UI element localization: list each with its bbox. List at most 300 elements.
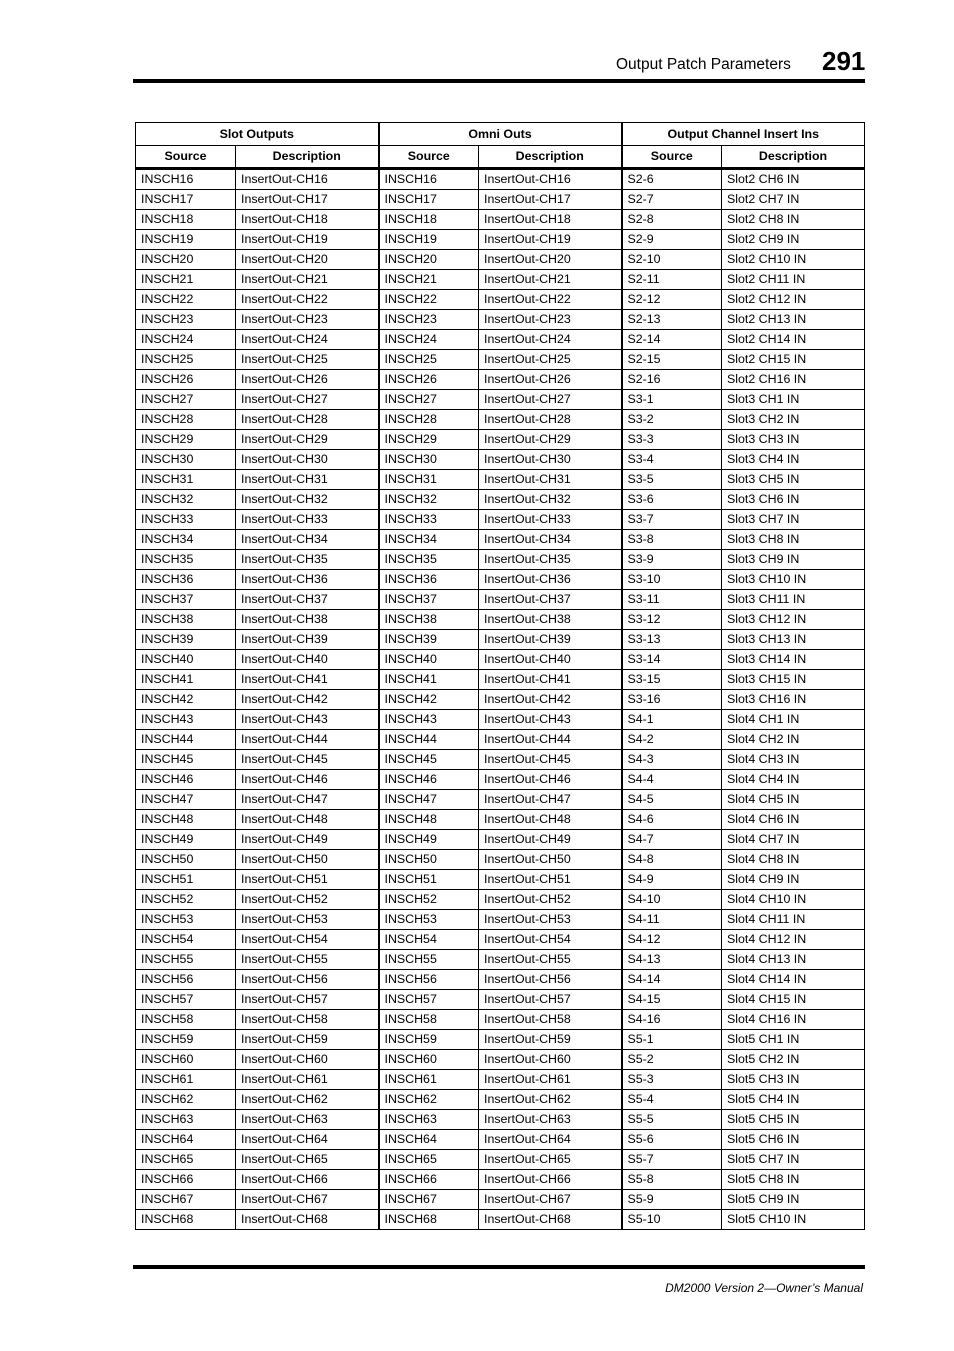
table-cell: InsertOut-CH68 xyxy=(236,1210,379,1230)
table-cell: InsertOut-CH18 xyxy=(479,210,622,230)
table-cell: InsertOut-CH29 xyxy=(479,430,622,450)
table-cell: InsertOut-CH59 xyxy=(236,1030,379,1050)
page-number: 291 xyxy=(822,46,866,76)
table-cell: Slot3 CH1 IN xyxy=(722,390,865,410)
table-cell: Slot4 CH16 IN xyxy=(722,1010,865,1030)
table-row xyxy=(136,1130,865,1150)
table-cell: INSCH46 xyxy=(136,770,236,790)
table-cell: InsertOut-CH48 xyxy=(479,810,622,830)
table-cell: S5-7 xyxy=(622,1150,722,1170)
table-cell: INSCH35 xyxy=(379,550,479,570)
table-cell: Slot4 CH9 IN xyxy=(722,870,865,890)
table-cell: INSCH43 xyxy=(136,710,236,730)
table-cell: Slot2 CH12 IN xyxy=(722,290,865,310)
table-cell: S2-14 xyxy=(622,330,722,350)
table-row xyxy=(136,370,865,390)
table-cell: INSCH55 xyxy=(379,950,479,970)
table-row xyxy=(136,290,865,310)
table-cell: INSCH31 xyxy=(379,470,479,490)
table-cell: Slot3 CH12 IN xyxy=(722,610,865,630)
table-row xyxy=(136,530,865,550)
table-cell: S3-7 xyxy=(622,510,722,530)
table-cell: INSCH38 xyxy=(379,610,479,630)
table-cell: S5-10 xyxy=(622,1210,722,1230)
table-cell: S5-3 xyxy=(622,1070,722,1090)
table-cell: InsertOut-CH41 xyxy=(236,670,379,690)
table-cell: InsertOut-CH27 xyxy=(479,390,622,410)
table-row xyxy=(136,430,865,450)
table-cell: S3-10 xyxy=(622,570,722,590)
table-cell: Slot4 CH3 IN xyxy=(722,750,865,770)
column-header: Source xyxy=(136,146,236,169)
table-cell: S4-15 xyxy=(622,990,722,1010)
group-header: Output Channel Insert Ins xyxy=(622,123,865,146)
column-header: Description xyxy=(236,146,379,169)
table-row xyxy=(136,550,865,570)
table-cell: InsertOut-CH17 xyxy=(479,190,622,210)
table-cell: INSCH31 xyxy=(136,470,236,490)
table-cell: INSCH61 xyxy=(379,1070,479,1090)
table-cell: InsertOut-CH43 xyxy=(236,710,379,730)
table-cell: INSCH16 xyxy=(379,169,479,190)
table-cell: InsertOut-CH26 xyxy=(479,370,622,390)
table-cell: InsertOut-CH52 xyxy=(479,890,622,910)
table-cell: Slot5 CH7 IN xyxy=(722,1150,865,1170)
table-row xyxy=(136,910,865,930)
table-cell: INSCH49 xyxy=(136,830,236,850)
table-cell: S2-13 xyxy=(622,310,722,330)
table-cell: INSCH51 xyxy=(379,870,479,890)
table-row xyxy=(136,870,865,890)
table-cell: InsertOut-CH25 xyxy=(479,350,622,370)
table-cell: InsertOut-CH28 xyxy=(236,410,379,430)
table-cell: INSCH60 xyxy=(379,1050,479,1070)
table-row xyxy=(136,390,865,410)
table-cell: INSCH33 xyxy=(136,510,236,530)
column-header: Description xyxy=(722,146,865,169)
table-cell: INSCH37 xyxy=(379,590,479,610)
table-row xyxy=(136,1070,865,1090)
table-row xyxy=(136,970,865,990)
table-cell: InsertOut-CH29 xyxy=(236,430,379,450)
table-row xyxy=(136,510,865,530)
table-cell: Slot3 CH2 IN xyxy=(722,410,865,430)
table-cell: S2-15 xyxy=(622,350,722,370)
table-cell: Slot5 CH3 IN xyxy=(722,1070,865,1090)
table-cell: InsertOut-CH40 xyxy=(236,650,379,670)
table-cell: InsertOut-CH25 xyxy=(236,350,379,370)
table-row xyxy=(136,750,865,770)
table-cell: InsertOut-CH42 xyxy=(479,690,622,710)
table-cell: INSCH46 xyxy=(379,770,479,790)
table-cell: INSCH33 xyxy=(379,510,479,530)
table-cell: InsertOut-CH55 xyxy=(236,950,379,970)
table-cell: INSCH67 xyxy=(379,1190,479,1210)
table-cell: S2-6 xyxy=(622,169,722,190)
table-cell: INSCH34 xyxy=(136,530,236,550)
table-cell: InsertOut-CH47 xyxy=(479,790,622,810)
table-row xyxy=(136,990,865,1010)
table-cell: InsertOut-CH46 xyxy=(479,770,622,790)
table-cell: Slot2 CH15 IN xyxy=(722,350,865,370)
table-cell: InsertOut-CH68 xyxy=(479,1210,622,1230)
table-row xyxy=(136,730,865,750)
table-cell: Slot3 CH14 IN xyxy=(722,650,865,670)
table-cell: S3-14 xyxy=(622,650,722,670)
table-cell: Slot2 CH10 IN xyxy=(722,250,865,270)
table-cell: InsertOut-CH38 xyxy=(479,610,622,630)
table-cell: Slot4 CH15 IN xyxy=(722,990,865,1010)
table-cell: INSCH54 xyxy=(136,930,236,950)
table-cell: Slot4 CH6 IN xyxy=(722,810,865,830)
table-cell: InsertOut-CH20 xyxy=(236,250,379,270)
table-cell: INSCH40 xyxy=(136,650,236,670)
table-cell: S3-13 xyxy=(622,630,722,650)
table-cell: INSCH32 xyxy=(379,490,479,510)
table-cell: InsertOut-CH63 xyxy=(236,1110,379,1130)
table-cell: INSCH17 xyxy=(379,190,479,210)
table-cell: InsertOut-CH17 xyxy=(236,190,379,210)
table-cell: S5-1 xyxy=(622,1030,722,1050)
table-cell: S3-8 xyxy=(622,530,722,550)
table-cell: INSCH65 xyxy=(379,1150,479,1170)
header-rule xyxy=(133,79,865,83)
table-cell: InsertOut-CH39 xyxy=(479,630,622,650)
table-cell: INSCH36 xyxy=(379,570,479,590)
table-cell: S5-5 xyxy=(622,1110,722,1130)
table-cell: InsertOut-CH51 xyxy=(236,870,379,890)
table-row xyxy=(136,1190,865,1210)
table-cell: InsertOut-CH45 xyxy=(479,750,622,770)
table-cell: INSCH54 xyxy=(379,930,479,950)
table-group-header-row xyxy=(136,123,865,146)
table-cell: INSCH63 xyxy=(379,1110,479,1130)
table-row xyxy=(136,790,865,810)
table-cell: S3-2 xyxy=(622,410,722,430)
table-cell: Slot5 CH4 IN xyxy=(722,1090,865,1110)
table-cell: Slot5 CH9 IN xyxy=(722,1190,865,1210)
table-cell: InsertOut-CH48 xyxy=(236,810,379,830)
table-cell: S4-8 xyxy=(622,850,722,870)
table-cell: Slot4 CH8 IN xyxy=(722,850,865,870)
table-cell: Slot3 CH8 IN xyxy=(722,530,865,550)
table-cell: Slot3 CH10 IN xyxy=(722,570,865,590)
table-cell: InsertOut-CH23 xyxy=(479,310,622,330)
table-cell: Slot4 CH10 IN xyxy=(722,890,865,910)
table-cell: INSCH29 xyxy=(379,430,479,450)
table-cell: Slot5 CH6 IN xyxy=(722,1130,865,1150)
table-body xyxy=(136,169,865,1230)
table-cell: S4-7 xyxy=(622,830,722,850)
table-cell: S4-9 xyxy=(622,870,722,890)
table-cell: S2-10 xyxy=(622,250,722,270)
table-row xyxy=(136,1150,865,1170)
table-cell: InsertOut-CH21 xyxy=(236,270,379,290)
table-cell: InsertOut-CH63 xyxy=(479,1110,622,1130)
table-cell: InsertOut-CH49 xyxy=(236,830,379,850)
table-cell: InsertOut-CH45 xyxy=(236,750,379,770)
table-row xyxy=(136,670,865,690)
table-cell: INSCH44 xyxy=(136,730,236,750)
table-cell: InsertOut-CH27 xyxy=(236,390,379,410)
table-cell: InsertOut-CH43 xyxy=(479,710,622,730)
table-cell: InsertOut-CH30 xyxy=(479,450,622,470)
table-row xyxy=(136,950,865,970)
table-cell: INSCH40 xyxy=(379,650,479,670)
table-cell: INSCH50 xyxy=(136,850,236,870)
table-cell: INSCH34 xyxy=(379,530,479,550)
table-cell: InsertOut-CH54 xyxy=(479,930,622,950)
table-cell: InsertOut-CH60 xyxy=(479,1050,622,1070)
table-cell: S4-14 xyxy=(622,970,722,990)
table-cell: InsertOut-CH58 xyxy=(236,1010,379,1030)
table-cell: InsertOut-CH65 xyxy=(479,1150,622,1170)
table-cell: InsertOut-CH47 xyxy=(236,790,379,810)
table-cell: InsertOut-CH24 xyxy=(236,330,379,350)
table-cell: INSCH66 xyxy=(136,1170,236,1190)
table-cell: Slot5 CH2 IN xyxy=(722,1050,865,1070)
table-cell: InsertOut-CH33 xyxy=(479,510,622,530)
table-cell: S3-1 xyxy=(622,390,722,410)
table-cell: InsertOut-CH53 xyxy=(479,910,622,930)
table-cell: InsertOut-CH54 xyxy=(236,930,379,950)
table-cell: S2-8 xyxy=(622,210,722,230)
table-cell: INSCH44 xyxy=(379,730,479,750)
table-cell: INSCH47 xyxy=(379,790,479,810)
table-cell: INSCH26 xyxy=(379,370,479,390)
output-patch-table xyxy=(135,122,865,1230)
table-cell: S4-11 xyxy=(622,910,722,930)
table-cell: INSCH43 xyxy=(379,710,479,730)
table-row xyxy=(136,710,865,730)
table-cell: INSCH18 xyxy=(136,210,236,230)
table-cell: Slot3 CH5 IN xyxy=(722,470,865,490)
table-cell: Slot4 CH1 IN xyxy=(722,710,865,730)
table-cell: S3-16 xyxy=(622,690,722,710)
table-cell: Slot2 CH16 IN xyxy=(722,370,865,390)
group-header: Omni Outs xyxy=(379,123,622,146)
table-row xyxy=(136,1170,865,1190)
table-cell: Slot2 CH14 IN xyxy=(722,330,865,350)
table-cell: S4-4 xyxy=(622,770,722,790)
table-cell: INSCH23 xyxy=(136,310,236,330)
table-cell: INSCH28 xyxy=(136,410,236,430)
table-cell: INSCH61 xyxy=(136,1070,236,1090)
table-row xyxy=(136,450,865,470)
table-cell: InsertOut-CH55 xyxy=(479,950,622,970)
table-cell: INSCH35 xyxy=(136,550,236,570)
table-cell: InsertOut-CH40 xyxy=(479,650,622,670)
table-cell: InsertOut-CH21 xyxy=(479,270,622,290)
table-cell: INSCH26 xyxy=(136,370,236,390)
table-cell: INSCH21 xyxy=(379,270,479,290)
table-cell: INSCH48 xyxy=(379,810,479,830)
table-row xyxy=(136,270,865,290)
table-cell: InsertOut-CH49 xyxy=(479,830,622,850)
table-cell: S2-12 xyxy=(622,290,722,310)
table-cell: InsertOut-CH24 xyxy=(479,330,622,350)
table-row xyxy=(136,650,865,670)
table-row xyxy=(136,310,865,330)
table-row xyxy=(136,169,865,190)
table-cell: InsertOut-CH62 xyxy=(479,1090,622,1110)
table-cell: INSCH53 xyxy=(136,910,236,930)
table-cell: Slot4 CH14 IN xyxy=(722,970,865,990)
table-cell: Slot3 CH6 IN xyxy=(722,490,865,510)
table-row xyxy=(136,1030,865,1050)
table-cell: INSCH68 xyxy=(379,1210,479,1230)
table-cell: S4-10 xyxy=(622,890,722,910)
table-cell: S3-15 xyxy=(622,670,722,690)
table-cell: Slot4 CH12 IN xyxy=(722,930,865,950)
table-cell: S4-16 xyxy=(622,1010,722,1030)
table-cell: INSCH53 xyxy=(379,910,479,930)
table-cell: INSCH17 xyxy=(136,190,236,210)
table-cell: InsertOut-CH23 xyxy=(236,310,379,330)
table-cell: Slot4 CH4 IN xyxy=(722,770,865,790)
table-cell: INSCH24 xyxy=(379,330,479,350)
table-cell: INSCH47 xyxy=(136,790,236,810)
table-cell: InsertOut-CH37 xyxy=(236,590,379,610)
table-cell: S3-4 xyxy=(622,450,722,470)
table-cell: INSCH67 xyxy=(136,1190,236,1210)
table-cell: S5-4 xyxy=(622,1090,722,1110)
table-cell: S4-5 xyxy=(622,790,722,810)
table-row xyxy=(136,470,865,490)
table-cell: INSCH23 xyxy=(379,310,479,330)
table-cell: INSCH25 xyxy=(136,350,236,370)
table-cell: INSCH28 xyxy=(379,410,479,430)
table-cell: InsertOut-CH35 xyxy=(236,550,379,570)
table-row xyxy=(136,590,865,610)
table-cell: InsertOut-CH62 xyxy=(236,1090,379,1110)
table-cell: Slot3 CH9 IN xyxy=(722,550,865,570)
table-row xyxy=(136,210,865,230)
table-cell: INSCH38 xyxy=(136,610,236,630)
table-cell: Slot3 CH13 IN xyxy=(722,630,865,650)
table-cell: Slot2 CH11 IN xyxy=(722,270,865,290)
table-cell: Slot2 CH9 IN xyxy=(722,230,865,250)
table-cell: S3-3 xyxy=(622,430,722,450)
table-cell: S3-12 xyxy=(622,610,722,630)
table-cell: INSCH64 xyxy=(379,1130,479,1150)
table-cell: InsertOut-CH56 xyxy=(479,970,622,990)
table-cell: InsertOut-CH30 xyxy=(236,450,379,470)
table-cell: INSCH39 xyxy=(379,630,479,650)
table-cell: Slot3 CH7 IN xyxy=(722,510,865,530)
table-cell: InsertOut-CH64 xyxy=(479,1130,622,1150)
table-cell: InsertOut-CH35 xyxy=(479,550,622,570)
table-row xyxy=(136,250,865,270)
table-cell: INSCH65 xyxy=(136,1150,236,1170)
table-cell: INSCH37 xyxy=(136,590,236,610)
table-cell: Slot4 CH2 IN xyxy=(722,730,865,750)
table-cell: Slot5 CH1 IN xyxy=(722,1030,865,1050)
table-cell: InsertOut-CH34 xyxy=(236,530,379,550)
table-cell: INSCH39 xyxy=(136,630,236,650)
table-cell: InsertOut-CH50 xyxy=(479,850,622,870)
table-cell: InsertOut-CH42 xyxy=(236,690,379,710)
table-cell: InsertOut-CH38 xyxy=(236,610,379,630)
table-cell: Slot4 CH5 IN xyxy=(722,790,865,810)
table-cell: S5-6 xyxy=(622,1130,722,1150)
table-row xyxy=(136,1050,865,1070)
table-cell: InsertOut-CH22 xyxy=(479,290,622,310)
table-cell: Slot5 CH10 IN xyxy=(722,1210,865,1230)
table-cell: S3-9 xyxy=(622,550,722,570)
table-cell: InsertOut-CH56 xyxy=(236,970,379,990)
table-row xyxy=(136,890,865,910)
table-cell: InsertOut-CH67 xyxy=(479,1190,622,1210)
table-cell: INSCH66 xyxy=(379,1170,479,1190)
table-cell: S4-13 xyxy=(622,950,722,970)
table-cell: InsertOut-CH51 xyxy=(479,870,622,890)
table-cell: INSCH64 xyxy=(136,1130,236,1150)
table-cell: INSCH30 xyxy=(136,450,236,470)
table-cell: INSCH51 xyxy=(136,870,236,890)
table-cell: S3-6 xyxy=(622,490,722,510)
table-cell: InsertOut-CH33 xyxy=(236,510,379,530)
table-row xyxy=(136,630,865,650)
table-cell: INSCH52 xyxy=(379,890,479,910)
table-cell: INSCH22 xyxy=(136,290,236,310)
table-cell: InsertOut-CH64 xyxy=(236,1130,379,1150)
table-row xyxy=(136,810,865,830)
table-cell: INSCH27 xyxy=(136,390,236,410)
table-cell: INSCH58 xyxy=(136,1010,236,1030)
table-cell: InsertOut-CH60 xyxy=(236,1050,379,1070)
table-cell: INSCH58 xyxy=(379,1010,479,1030)
table-row xyxy=(136,230,865,250)
table-cell: INSCH68 xyxy=(136,1210,236,1230)
table-cell: Slot3 CH3 IN xyxy=(722,430,865,450)
table-cell: Slot3 CH15 IN xyxy=(722,670,865,690)
table-cell: Slot3 CH4 IN xyxy=(722,450,865,470)
table-cell: InsertOut-CH37 xyxy=(479,590,622,610)
table-cell: InsertOut-CH44 xyxy=(236,730,379,750)
table-cell: InsertOut-CH31 xyxy=(236,470,379,490)
table-cell: S5-8 xyxy=(622,1170,722,1190)
table-cell: InsertOut-CH19 xyxy=(236,230,379,250)
table-cell: INSCH21 xyxy=(136,270,236,290)
table-cell: InsertOut-CH32 xyxy=(479,490,622,510)
table-cell: InsertOut-CH22 xyxy=(236,290,379,310)
table-row xyxy=(136,930,865,950)
table-cell: INSCH42 xyxy=(379,690,479,710)
table-cell: Slot3 CH11 IN xyxy=(722,590,865,610)
table-cell: Slot5 CH8 IN xyxy=(722,1170,865,1190)
table-cell: InsertOut-CH34 xyxy=(479,530,622,550)
table-cell: InsertOut-CH61 xyxy=(236,1070,379,1090)
table-cell: INSCH19 xyxy=(136,230,236,250)
table-cell: INSCH59 xyxy=(379,1030,479,1050)
table-row xyxy=(136,1090,865,1110)
table-cell: INSCH20 xyxy=(136,250,236,270)
table-cell: INSCH57 xyxy=(136,990,236,1010)
table-row xyxy=(136,770,865,790)
table-cell: InsertOut-CH16 xyxy=(479,169,622,190)
table-row xyxy=(136,1210,865,1230)
table-cell: InsertOut-CH65 xyxy=(236,1150,379,1170)
table-row xyxy=(136,1010,865,1030)
table-cell: InsertOut-CH28 xyxy=(479,410,622,430)
table-cell: INSCH29 xyxy=(136,430,236,450)
table-cell: INSCH50 xyxy=(379,850,479,870)
table-cell: InsertOut-CH66 xyxy=(479,1170,622,1190)
table-cell: INSCH32 xyxy=(136,490,236,510)
table-cell: S4-12 xyxy=(622,930,722,950)
table-cell: Slot2 CH7 IN xyxy=(722,190,865,210)
